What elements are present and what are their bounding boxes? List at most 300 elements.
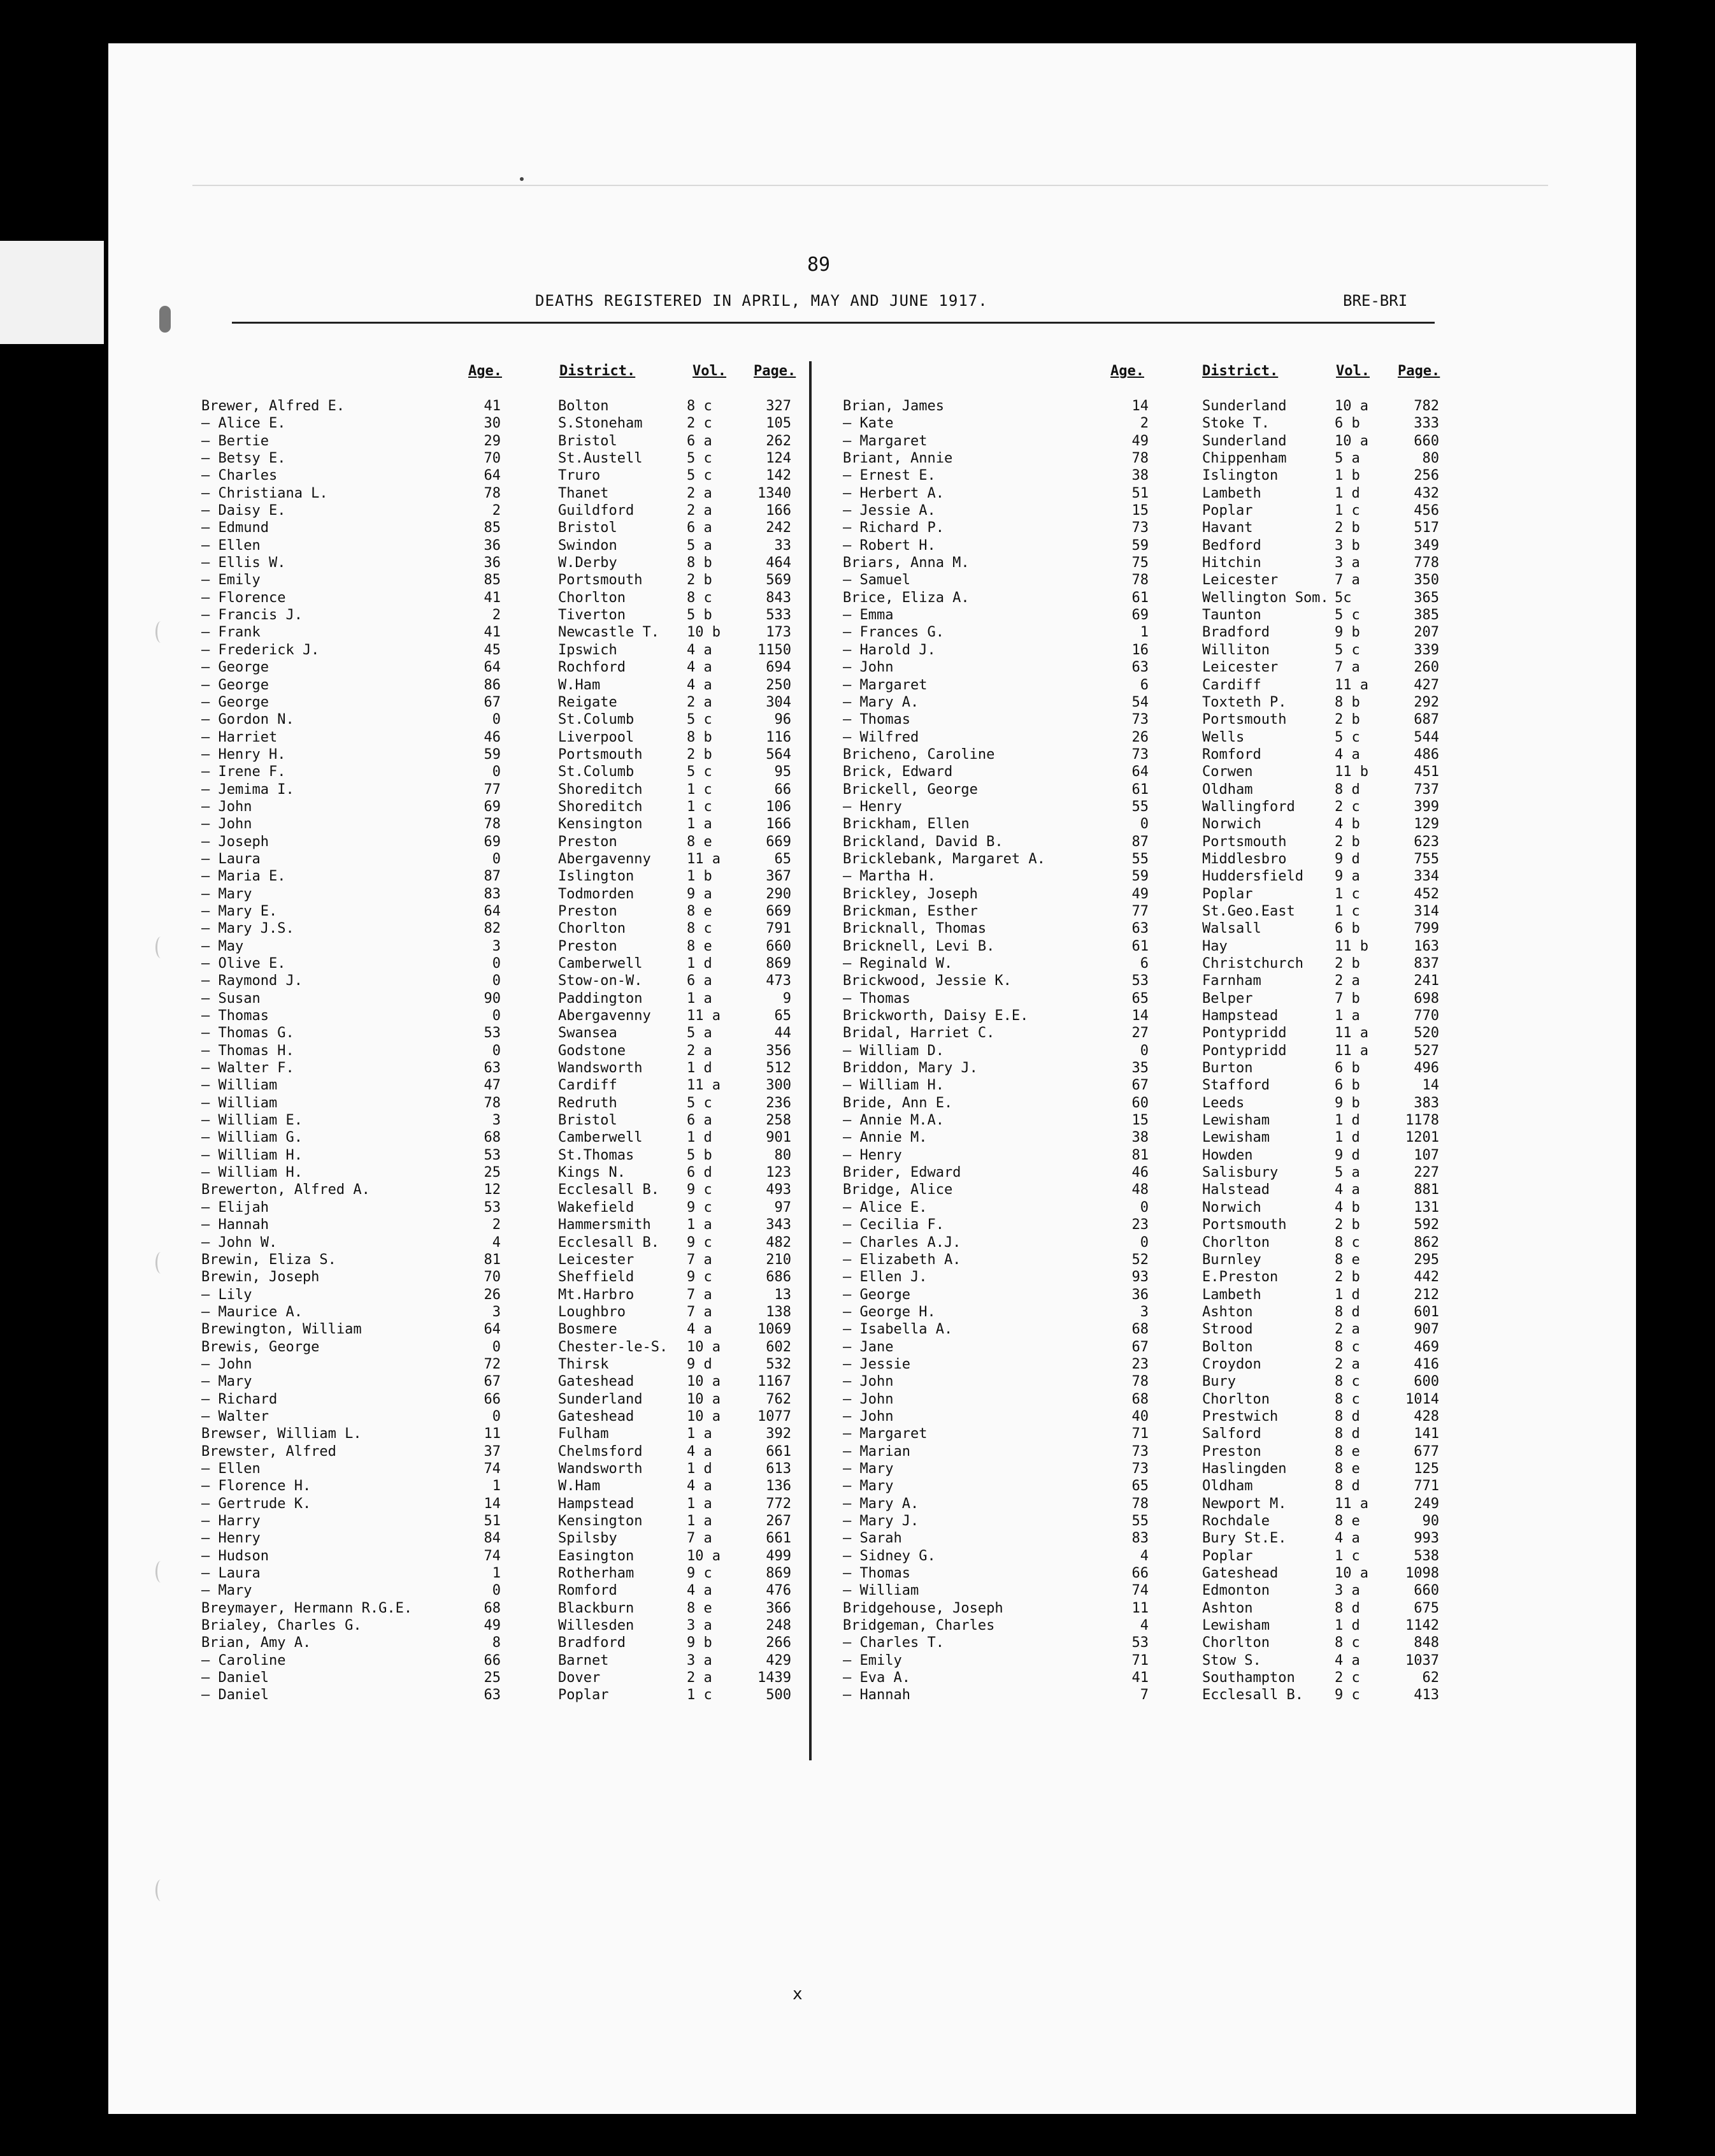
entry-page: 292 xyxy=(1414,694,1439,710)
entry-vol: 8 c xyxy=(1335,1374,1360,1390)
entry-page: 66 xyxy=(774,781,791,798)
entry-page: 129 xyxy=(1414,816,1439,833)
entry-district: Wallingford xyxy=(1202,798,1295,815)
entry-page: 142 xyxy=(766,468,791,484)
entry-age: 59 xyxy=(484,746,501,763)
entry-vol: 10 a xyxy=(687,1339,721,1355)
entry-page: 267 xyxy=(766,1513,791,1529)
entry-district: Leicester xyxy=(1202,572,1279,589)
entry-page: 907 xyxy=(1414,1321,1439,1338)
entry-vol: 1 a xyxy=(687,990,712,1007)
entry-age: 73 xyxy=(1131,1460,1149,1477)
entry-district: Taunton xyxy=(1202,607,1261,624)
entry-district: Oldham xyxy=(1202,781,1253,798)
entry-vol: 1 d xyxy=(687,956,712,972)
entry-district: Salisbury xyxy=(1202,1165,1279,1181)
entry-age: 2 xyxy=(1140,415,1149,432)
entry-age: 40 xyxy=(1131,1408,1149,1425)
entry-page: 90 xyxy=(1422,1513,1439,1529)
entry-name: — Lily xyxy=(201,1286,252,1303)
entry-vol: 11 a xyxy=(687,1008,721,1024)
entry-district: Easington xyxy=(558,1548,635,1564)
entry-page: 385 xyxy=(1414,607,1439,624)
entry-vol: 4 a xyxy=(1335,746,1360,763)
entry-page: 300 xyxy=(766,1077,791,1094)
entry-age: 2 xyxy=(492,1217,501,1233)
entry-age: 6 xyxy=(1140,956,1149,972)
entry-district: St.Thomas xyxy=(558,1147,635,1163)
entry-district: Bolton xyxy=(1202,1339,1253,1355)
entry-name: Bridge, Alice xyxy=(843,1182,953,1198)
entry-district: Poplar xyxy=(558,1687,609,1704)
entry-name: Brickley, Joseph xyxy=(843,886,978,902)
entry-district: Havant xyxy=(1202,520,1253,536)
entry-page: 476 xyxy=(766,1583,791,1599)
entry-vol: 6 b xyxy=(1335,1077,1360,1094)
entry-page: 62 xyxy=(1422,1670,1439,1686)
entry-age: 4 xyxy=(1140,1618,1149,1634)
entry-vol: 2 a xyxy=(1335,1356,1360,1372)
entry-name: — Thomas G. xyxy=(201,1025,294,1042)
entry-age: 54 xyxy=(1131,694,1149,710)
entry-district: Ashton xyxy=(1202,1600,1253,1616)
entry-age: 0 xyxy=(1140,1042,1149,1059)
entry-district: Newport M. xyxy=(1202,1495,1287,1512)
entry-age: 65 xyxy=(1131,1478,1149,1495)
entry-vol: 6 b xyxy=(1335,921,1360,937)
entry-name: — Thomas xyxy=(843,712,910,728)
district-header: District. xyxy=(1202,363,1279,379)
entry-name: — Ellen xyxy=(201,1460,261,1477)
header-rule xyxy=(232,322,1435,324)
entry-page: 848 xyxy=(1414,1635,1439,1651)
entry-district: Chester-le-S. xyxy=(558,1339,668,1355)
entry-page: 1098 xyxy=(1405,1565,1439,1582)
entry-age: 72 xyxy=(484,1356,501,1372)
entry-name: — May xyxy=(201,938,244,954)
entry-name: — Mary A. xyxy=(843,1495,919,1512)
entry-name: — John xyxy=(843,659,894,676)
entry-district: Ashton xyxy=(1202,1304,1253,1320)
entry-age: 0 xyxy=(492,1408,501,1425)
entry-district: W.Ham xyxy=(558,677,601,693)
entry-age: 6 xyxy=(1140,677,1149,693)
entry-age: 23 xyxy=(1131,1217,1149,1233)
entry-page: 778 xyxy=(1414,555,1439,571)
entry-age: 0 xyxy=(492,1583,501,1599)
entry-vol: 5 a xyxy=(687,1025,712,1042)
entry-page: 799 xyxy=(1414,921,1439,937)
entry-name: — Frances G. xyxy=(843,624,944,641)
entry-district: Bury St.E. xyxy=(1202,1530,1287,1547)
entry-vol: 9 b xyxy=(1335,624,1360,641)
page-title: DEATHS REGISTERED IN APRIL, MAY AND JUNE 1917. xyxy=(535,292,988,310)
entry-name: — Charles A.J. xyxy=(843,1234,961,1251)
entry-name: Brewington, William xyxy=(201,1321,362,1338)
entry-page: 262 xyxy=(766,433,791,449)
entry-page: 1439 xyxy=(757,1670,791,1686)
entry-district: Chorlton xyxy=(558,921,626,937)
entry-vol: 11 b xyxy=(1335,764,1368,780)
entry-age: 41 xyxy=(484,589,501,606)
entry-vol: 9 c xyxy=(687,1565,712,1582)
entry-vol: 9 c xyxy=(687,1269,712,1286)
entry-district: Poplar xyxy=(1202,886,1253,902)
entry-vol: 5 a xyxy=(687,537,712,554)
entry-name: — Alice E. xyxy=(201,415,286,432)
entry-age: 2 xyxy=(492,503,501,519)
entry-age: 11 xyxy=(1131,1600,1149,1616)
entry-vol: 10 a xyxy=(687,1374,721,1390)
entry-name: — Laura xyxy=(201,851,261,867)
entry-vol: 8 e xyxy=(687,938,712,954)
entry-vol: 11 a xyxy=(1335,1495,1368,1512)
entry-vol: 1 a xyxy=(687,1217,712,1233)
entry-vol: 1 c xyxy=(687,1687,712,1704)
entry-vol: 5 c xyxy=(687,712,712,728)
entry-district: Stafford xyxy=(1202,1077,1270,1094)
entry-age: 15 xyxy=(1131,503,1149,519)
entry-vol: 8 e xyxy=(687,833,712,850)
entry-vol: 5 c xyxy=(687,450,712,467)
entry-page: 44 xyxy=(774,1025,791,1042)
entry-page: 33 xyxy=(774,537,791,554)
entry-district: Guildford xyxy=(558,503,635,519)
entry-page: 533 xyxy=(766,607,791,624)
entry-age: 70 xyxy=(484,450,501,467)
entry-page: 675 xyxy=(1414,1600,1439,1616)
entry-district: Thanet xyxy=(558,485,609,501)
entry-district: Burnley xyxy=(1202,1251,1261,1268)
entry-name: Brewerton, Alfred A. xyxy=(201,1182,370,1198)
entry-vol: 8 d xyxy=(1335,1408,1360,1425)
entry-page: 660 xyxy=(766,938,791,954)
entry-age: 67 xyxy=(484,694,501,710)
entry-vol: 8 c xyxy=(1335,1339,1360,1355)
entry-district: Bristol xyxy=(558,1112,617,1129)
entry-age: 84 xyxy=(484,1530,501,1547)
entry-district: St.Geo.East xyxy=(1202,903,1295,919)
entry-age: 61 xyxy=(1131,781,1149,798)
entry-vol: 4 b xyxy=(1335,1199,1360,1216)
entry-district: Wandsworth xyxy=(558,1060,643,1077)
entry-page: 207 xyxy=(1414,624,1439,641)
entry-name: — Mary xyxy=(201,1583,252,1599)
entry-page: 250 xyxy=(766,677,791,693)
entry-name: — Daniel xyxy=(201,1670,269,1686)
entry-district: Gateshead xyxy=(558,1408,635,1425)
entry-page: 343 xyxy=(766,1217,791,1233)
entry-district: Rochford xyxy=(558,659,626,676)
entry-district: Sunderland xyxy=(1202,398,1287,414)
entry-name: Bridal, Harriet C. xyxy=(843,1025,995,1042)
entry-name: Brickwood, Jessie K. xyxy=(843,973,1012,989)
entry-name: — Henry xyxy=(843,1147,902,1163)
entry-district: Truro xyxy=(558,468,601,484)
entry-name: — Sidney G. xyxy=(843,1548,936,1564)
entry-age: 2 xyxy=(492,607,501,624)
entry-district: Edmonton xyxy=(1202,1583,1270,1599)
entry-age: 68 xyxy=(1131,1391,1149,1407)
entry-age: 3 xyxy=(492,938,501,954)
entry-age: 8 xyxy=(492,1635,501,1651)
entry-vol: 7 a xyxy=(1335,659,1360,676)
entry-page: 124 xyxy=(766,450,791,467)
entry-district: Stow-on-W. xyxy=(558,973,643,989)
entry-page: 96 xyxy=(774,712,791,728)
entry-age: 53 xyxy=(484,1199,501,1216)
entry-vol: 11 a xyxy=(687,851,721,867)
entry-vol: 1 c xyxy=(1335,886,1360,902)
entry-page: 65 xyxy=(774,851,791,867)
entry-page: 210 xyxy=(766,1251,791,1268)
entry-name: — Robert H. xyxy=(843,537,936,554)
entry-district: Romford xyxy=(1202,746,1261,763)
entry-vol: 2 b xyxy=(1335,712,1360,728)
entry-district: Leeds xyxy=(1202,1095,1245,1111)
entry-page: 258 xyxy=(766,1112,791,1129)
entry-vol: 8 c xyxy=(687,589,712,606)
entry-district: Preston xyxy=(558,833,617,850)
entry-vol: 5 c xyxy=(1335,642,1360,658)
entry-name: Brewer, Alfred E. xyxy=(201,398,345,414)
entry-age: 83 xyxy=(1131,1530,1149,1547)
punch-hole-mark xyxy=(155,621,166,643)
entry-vol: 2 a xyxy=(687,503,712,519)
entry-page: 1340 xyxy=(757,485,791,501)
entry-age: 38 xyxy=(1131,1130,1149,1146)
entry-name: — Thomas xyxy=(843,1565,910,1582)
entry-age: 0 xyxy=(492,712,501,728)
entry-name: — John xyxy=(843,1374,894,1390)
entry-name: Brickell, George xyxy=(843,781,978,798)
entry-vol: 10 a xyxy=(687,1391,721,1407)
entry-age: 0 xyxy=(492,1339,501,1355)
entry-age: 3 xyxy=(492,1112,501,1129)
entry-district: Ecclesall B. xyxy=(558,1182,659,1198)
entry-district: Cardiff xyxy=(1202,677,1261,693)
entry-district: St.Columb xyxy=(558,712,635,728)
entry-page: 136 xyxy=(766,1478,791,1495)
entry-vol: 4 a xyxy=(1335,1652,1360,1669)
entry-age: 38 xyxy=(1131,468,1149,484)
entry-age: 93 xyxy=(1131,1269,1149,1286)
entry-age: 78 xyxy=(1131,1495,1149,1512)
entry-age: 64 xyxy=(484,468,501,484)
entry-district: Burton xyxy=(1202,1060,1253,1077)
entry-page: 236 xyxy=(766,1095,791,1111)
entry-district: Stow S. xyxy=(1202,1652,1261,1669)
entry-name: — Caroline xyxy=(201,1652,286,1669)
entry-district: Norwich xyxy=(1202,816,1261,833)
entry-age: 36 xyxy=(1131,1286,1149,1303)
entry-name: — Wilfred xyxy=(843,729,919,745)
entry-vol: 4 a xyxy=(687,1478,712,1495)
entry-district: Dover xyxy=(558,1670,601,1686)
entry-age: 14 xyxy=(1131,398,1149,414)
entry-district: Gateshead xyxy=(558,1374,635,1390)
entry-page: 432 xyxy=(1414,485,1439,501)
entry-page: 356 xyxy=(766,1042,791,1059)
entry-page: 1167 xyxy=(757,1374,791,1390)
entry-age: 14 xyxy=(484,1495,501,1512)
entry-vol: 7 a xyxy=(687,1530,712,1547)
footer-mark: x xyxy=(793,1985,803,2004)
entry-name: — Richard P. xyxy=(843,520,944,536)
entry-age: 86 xyxy=(484,677,501,693)
entry-name: — Samuel xyxy=(843,572,910,589)
entry-district: St.Austell xyxy=(558,450,643,467)
entry-age: 75 xyxy=(1131,555,1149,571)
entry-page: 499 xyxy=(766,1548,791,1564)
entry-name: Brickland, David B. xyxy=(843,833,1003,850)
entry-name: — Elizabeth A. xyxy=(843,1251,961,1268)
entry-page: 517 xyxy=(1414,520,1439,536)
entry-age: 15 xyxy=(1131,1112,1149,1129)
entry-age: 4 xyxy=(492,1234,501,1251)
entry-district: Oldham xyxy=(1202,1478,1253,1495)
entry-page: 339 xyxy=(1414,642,1439,658)
entry-age: 59 xyxy=(1131,868,1149,885)
entry-page: 116 xyxy=(766,729,791,745)
entry-district: Chippenham xyxy=(1202,450,1287,467)
entry-age: 81 xyxy=(484,1251,501,1268)
entry-page: 333 xyxy=(1414,415,1439,432)
entry-vol: 8 b xyxy=(687,555,712,571)
entry-page: 366 xyxy=(766,1600,791,1616)
entry-page: 138 xyxy=(766,1304,791,1320)
entry-name: Brewin, Joseph xyxy=(201,1269,320,1286)
entry-vol: 8 d xyxy=(1335,1478,1360,1495)
entry-age: 68 xyxy=(484,1600,501,1616)
entry-page: 482 xyxy=(766,1234,791,1251)
entry-vol: 8 d xyxy=(1335,781,1360,798)
entry-name: Brialey, Charles G. xyxy=(201,1618,362,1634)
entry-age: 78 xyxy=(1131,1374,1149,1390)
entry-age: 1 xyxy=(1140,624,1149,641)
entry-age: 51 xyxy=(484,1513,501,1529)
entry-vol: 2 b xyxy=(1335,520,1360,536)
entry-age: 61 xyxy=(1131,589,1149,606)
entry-vol: 8 d xyxy=(1335,1304,1360,1320)
entry-vol: 2 b xyxy=(1335,1217,1360,1233)
entry-page: 141 xyxy=(1414,1426,1439,1442)
entry-vol: 8 c xyxy=(687,921,712,937)
entry-district: Blackburn xyxy=(558,1600,635,1616)
entry-age: 74 xyxy=(1131,1583,1149,1599)
entry-age: 1 xyxy=(492,1478,501,1495)
entry-name: — Annie M. xyxy=(843,1130,928,1146)
entry-age: 0 xyxy=(492,1008,501,1024)
entry-vol: 1 c xyxy=(687,781,712,798)
entry-name: Brian, Amy A. xyxy=(201,1635,312,1651)
entry-page: 564 xyxy=(766,746,791,763)
entry-vol: 8 e xyxy=(687,903,712,919)
entry-district: Portsmouth xyxy=(1202,1217,1287,1233)
entry-vol: 1 d xyxy=(1335,1618,1360,1634)
entry-vol: 8 e xyxy=(1335,1513,1360,1529)
entry-vol: 2 b xyxy=(1335,956,1360,972)
entry-district: Ipswich xyxy=(558,642,617,658)
entry-page: 80 xyxy=(774,1147,791,1163)
entry-page: 1142 xyxy=(1405,1618,1439,1634)
entry-page: 527 xyxy=(1414,1042,1439,1059)
entry-page: 260 xyxy=(1414,659,1439,676)
entry-vol: 5c xyxy=(1335,589,1352,606)
entry-age: 64 xyxy=(1131,764,1149,780)
entry-district: Prestwich xyxy=(1202,1408,1279,1425)
entry-district: Bristol xyxy=(558,520,617,536)
entry-page: 241 xyxy=(1414,973,1439,989)
entry-page: 1077 xyxy=(757,1408,791,1425)
entry-vol: 1 d xyxy=(1335,485,1360,501)
entry-page: 248 xyxy=(766,1618,791,1634)
entry-vol: 2 b xyxy=(687,572,712,589)
entry-page: 304 xyxy=(766,694,791,710)
district-header: District. xyxy=(559,363,636,379)
entry-page: 613 xyxy=(766,1460,791,1477)
entry-vol: 8 c xyxy=(1335,1234,1360,1251)
entry-name: — Gordon N. xyxy=(201,712,294,728)
entry-district: Croydon xyxy=(1202,1356,1261,1372)
entry-age: 46 xyxy=(1131,1165,1149,1181)
entry-age: 41 xyxy=(484,624,501,641)
entry-age: 78 xyxy=(484,1095,501,1111)
entry-age: 63 xyxy=(1131,659,1149,676)
entry-name: Bricheno, Caroline xyxy=(843,746,995,763)
entry-page: 212 xyxy=(1414,1286,1439,1303)
entry-vol: 4 a xyxy=(687,659,712,676)
entry-vol: 4 a xyxy=(1335,1530,1360,1547)
entry-page: 428 xyxy=(1414,1408,1439,1425)
entry-name: — Kate xyxy=(843,415,894,432)
entry-district: Lewisham xyxy=(1202,1618,1270,1634)
entry-district: Shoreditch xyxy=(558,781,643,798)
entry-vol: 3 a xyxy=(1335,1583,1360,1599)
entry-age: 61 xyxy=(1131,938,1149,954)
entry-age: 25 xyxy=(484,1165,501,1181)
age-header: Age. xyxy=(468,363,502,379)
entry-page: 512 xyxy=(766,1060,791,1077)
entry-vol: 9 c xyxy=(1335,1687,1360,1704)
entry-age: 16 xyxy=(1131,642,1149,658)
entry-age: 26 xyxy=(1131,729,1149,745)
entry-page: 544 xyxy=(1414,729,1439,745)
entry-age: 77 xyxy=(1131,903,1149,919)
entry-vol: 2 a xyxy=(1335,1321,1360,1338)
entry-page: 131 xyxy=(1414,1199,1439,1216)
entry-name: Bricklebank, Margaret A. xyxy=(843,851,1045,867)
entry-name: Briant, Annie xyxy=(843,450,953,467)
entry-age: 66 xyxy=(484,1652,501,1669)
entry-district: Leicester xyxy=(558,1251,635,1268)
entry-district: Todmorden xyxy=(558,886,635,902)
entry-page: 14 xyxy=(1422,1077,1439,1094)
entry-vol: 2 b xyxy=(1335,833,1360,850)
entry-district: Islington xyxy=(558,868,635,885)
entry-vol: 2 c xyxy=(1335,798,1360,815)
entry-age: 7 xyxy=(1140,1687,1149,1704)
entry-name: Bricknell, Levi B. xyxy=(843,938,995,954)
entry-name: — John xyxy=(201,1356,252,1372)
entry-name: — Jessie A. xyxy=(843,503,936,519)
entry-name: — Eva A. xyxy=(843,1670,910,1686)
entry-age: 83 xyxy=(484,886,501,902)
entry-age: 35 xyxy=(1131,1060,1149,1077)
entry-district: Portsmouth xyxy=(558,746,643,763)
entry-page: 9 xyxy=(782,990,791,1007)
entry-name: — Thomas xyxy=(843,990,910,1007)
